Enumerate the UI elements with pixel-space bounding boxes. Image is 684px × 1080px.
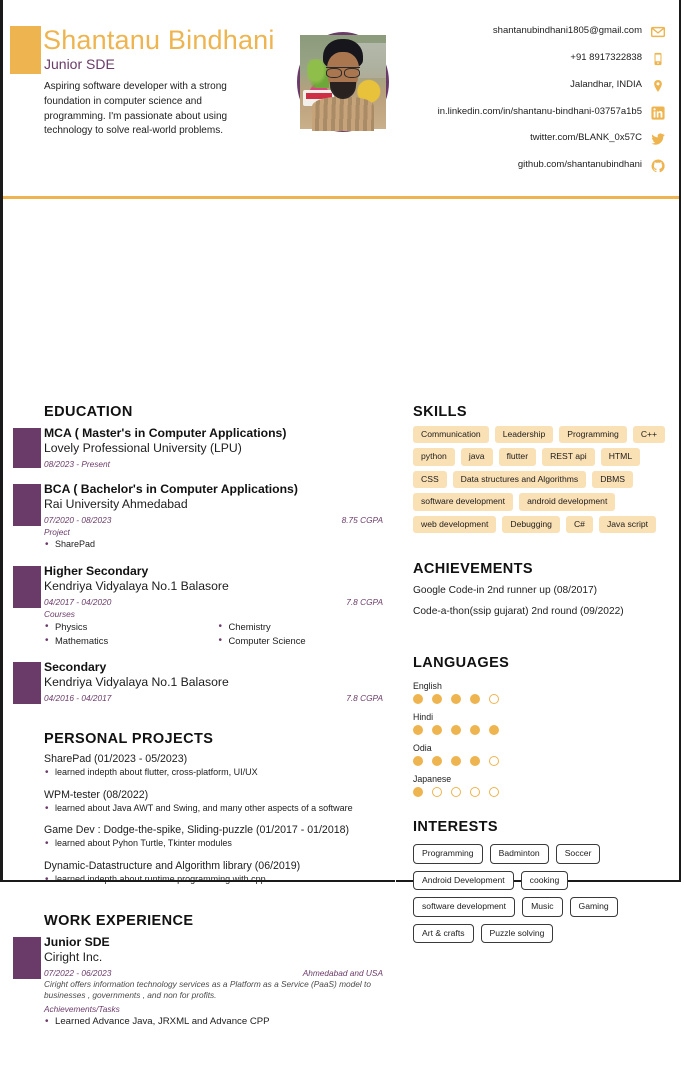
education-meta <box>44 693 383 703</box>
profile-summary: Aspiring software developer with a strong foundation in computer science and programming. I'm passionate about using technology to solve real-world problems. <box>44 81 228 137</box>
page-title: Shantanu Bindhani <box>43 25 275 55</box>
list-item: • learned about Pyhon Turtle, Tkinter modules <box>44 837 383 851</box>
interest-tag[interactable]: software development <box>413 897 515 916</box>
level-dot <box>489 694 499 704</box>
skill-tag[interactable]: web development <box>413 516 496 533</box>
education-sub-label: Courses <box>44 608 75 619</box>
contact-row-email[interactable] <box>365 24 665 39</box>
entry-accent-bar <box>13 484 41 526</box>
contact-twitter-text: twitter.com/BLANK_0x57C <box>530 132 642 144</box>
entry-accent-bar <box>13 566 41 608</box>
work-dates: 07/2022 - 06/2023 <box>44 968 112 979</box>
level-dot <box>451 756 461 766</box>
level-dot <box>451 694 461 704</box>
name-accent-block <box>10 26 41 74</box>
interest-tag[interactable]: Android Development <box>413 871 514 890</box>
education-grade: 8.75 CGPA <box>341 515 383 526</box>
contact-row-location[interactable] <box>365 78 665 93</box>
skill-tag[interactable]: DBMS <box>592 471 633 488</box>
contact-linkedin-text: in.linkedin.com/in/shantanu-bindhani-03757a1b5 <box>437 106 642 118</box>
section-title-projects: PERSONAL PROJECTS <box>44 731 214 748</box>
interest-tag[interactable]: Art & crafts <box>413 924 474 943</box>
education-school: Lovely Professional University (LPU) <box>44 441 242 456</box>
skill-tag[interactable]: Java script <box>599 516 656 533</box>
column-divider <box>395 398 396 1080</box>
contact-row-linkedin[interactable] <box>365 105 665 120</box>
contact-row-github[interactable] <box>365 158 665 173</box>
skill-tag[interactable]: C++ <box>633 426 665 443</box>
linkedin-icon <box>650 105 665 120</box>
work-description: Ciright offers information technology services as a Platform as a Service (PaaS) model to businesses , governments , and non for profits. <box>44 979 371 1001</box>
skill-tag[interactable]: Leadership <box>495 426 554 443</box>
list-item: • Physics <box>44 620 210 634</box>
project-bullets <box>44 802 383 816</box>
language-level-dots <box>413 787 672 797</box>
skill-tag[interactable]: Data structures and Algorithms <box>453 471 587 488</box>
skill-tag[interactable]: HTML <box>601 448 640 465</box>
language-name: Hindi <box>413 712 434 723</box>
section-title-languages: LANGUAGES <box>413 655 510 672</box>
level-dot <box>432 756 442 766</box>
interest-tag[interactable]: Programming <box>413 844 483 863</box>
level-dot <box>413 694 423 704</box>
education-grade: 7.8 CGPA <box>346 693 383 704</box>
education-degree: Higher Secondary <box>44 563 149 578</box>
entry-accent-bar <box>13 428 41 468</box>
education-degree: MCA ( Master's in Computer Applications) <box>44 426 287 440</box>
list-item: • Chemistry <box>218 620 384 634</box>
project-entry <box>44 824 383 851</box>
language-name: English <box>413 681 442 692</box>
list-item: • SharePad <box>44 538 383 552</box>
language-level-dots <box>413 756 672 766</box>
interest-tag[interactable]: cooking <box>521 871 569 890</box>
contact-phone-text: +91 8917322838 <box>570 52 642 64</box>
education-meta <box>44 597 383 607</box>
list-item: • Learned Advance Java, JRXML and Advance CPP <box>44 1015 383 1029</box>
list-item: • learned indepth about flutter, cross-platform, UI/UX <box>44 766 383 780</box>
interest-tag[interactable]: Puzzle solving <box>481 924 554 943</box>
skill-tag[interactable]: Programming <box>559 426 627 443</box>
skill-tag[interactable]: java <box>461 448 493 465</box>
phone-icon <box>650 51 665 66</box>
email-icon <box>650 24 665 39</box>
skill-tag[interactable]: Communication <box>413 426 489 443</box>
achievement-item: Code-a-thon(ssip gujarat) 2nd round (09/2022) <box>413 606 624 618</box>
level-dot <box>489 725 499 735</box>
work-entry <box>44 935 383 1029</box>
language-item <box>413 774 672 797</box>
section-title-education: EDUCATION <box>44 404 133 420</box>
list-item: • learned about Java AWT and Swing, and many other aspects of a software <box>44 802 383 816</box>
level-dot <box>432 725 442 735</box>
level-dot <box>470 787 480 797</box>
education-dates: 04/2017 - 04/2020 <box>44 596 112 607</box>
project-bullets <box>44 766 383 780</box>
project-name: SharePad (01/2023 - 05/2023) <box>44 753 188 766</box>
section-title-achievements: ACHIEVEMENTS <box>413 561 534 578</box>
work-meta <box>44 968 383 978</box>
language-level-dots <box>413 694 672 704</box>
skill-tag[interactable]: android development <box>519 493 615 510</box>
skill-tag[interactable]: flutter <box>499 448 537 465</box>
right-column <box>401 404 684 943</box>
education-grade: 7.8 CGPA <box>346 596 383 607</box>
education-school: Kendriya Vidyalaya No.1 Balasore <box>44 675 229 690</box>
project-bullets <box>44 837 383 851</box>
contact-github-text: github.com/shantanubindhani <box>517 159 642 171</box>
skill-tag[interactable]: python <box>413 448 455 465</box>
project-entry <box>44 789 383 816</box>
skill-tag[interactable]: C# <box>566 516 593 533</box>
section-title-interests: INTERESTS <box>413 819 498 836</box>
interest-tag[interactable]: Soccer <box>556 844 601 863</box>
section-title-skills: SKILLS <box>413 404 467 420</box>
list-item: • Mathematics <box>44 634 210 648</box>
job-role-subtitle: Junior SDE <box>44 56 115 72</box>
language-name: Odia <box>413 743 432 754</box>
skills-tag-list <box>413 426 672 533</box>
project-name: Game Dev : Dodge-the-spike, Sliding-puzzle (01/2017 - 01/2018) <box>44 824 350 837</box>
level-dot <box>470 756 480 766</box>
level-dot <box>470 725 480 735</box>
section-title-work: WORK EXPERIENCE <box>44 913 194 930</box>
language-name: Japanese <box>413 774 452 785</box>
education-school: Rai University Ahmedabad <box>44 497 188 512</box>
education-dates: 08/2023 - Present <box>44 459 110 470</box>
skill-tag[interactable]: CSS <box>413 471 447 488</box>
work-sub-label: Achievements/Tasks <box>44 1003 120 1014</box>
education-entry <box>44 482 383 552</box>
language-item <box>413 743 672 766</box>
project-name: WPM-tester (08/2022) <box>44 788 149 801</box>
education-item-list <box>44 620 383 648</box>
contact-row-phone[interactable] <box>365 51 665 66</box>
education-meta <box>44 515 383 525</box>
education-school: Kendriya Vidyalaya No.1 Balasore <box>44 578 229 593</box>
language-level-dots <box>413 725 672 735</box>
entry-accent-bar <box>13 662 41 704</box>
level-dot <box>470 694 480 704</box>
twitter-icon <box>650 131 665 146</box>
language-item <box>413 681 672 704</box>
github-icon <box>650 158 665 173</box>
project-name: Dynamic-Datastructure and Algorithm library (06/2019) <box>44 859 301 872</box>
work-company: Ciright Inc. <box>44 950 103 965</box>
project-entry <box>44 860 383 887</box>
location-icon <box>650 78 665 93</box>
contact-row-twitter[interactable] <box>365 131 665 146</box>
entry-accent-bar <box>13 937 41 979</box>
level-dot <box>489 756 499 766</box>
skill-tag[interactable]: software development <box>413 493 513 510</box>
project-bullets <box>44 873 383 887</box>
education-entry <box>44 564 383 648</box>
education-dates: 04/2016 - 04/2017 <box>44 693 112 704</box>
level-dot <box>489 787 499 797</box>
left-column <box>3 404 395 1040</box>
project-entry <box>44 753 383 780</box>
education-meta <box>44 459 383 469</box>
work-location: Ahmedabad and USA <box>302 968 383 979</box>
contact-list <box>365 24 665 185</box>
level-dot <box>451 725 461 735</box>
interest-tag[interactable]: Music <box>522 897 562 916</box>
work-item-list <box>44 1015 383 1029</box>
education-entry <box>44 426 383 469</box>
list-item: • learned indepth about runtime programming with cpp <box>44 873 383 887</box>
skill-tag[interactable]: Debugging <box>502 516 560 533</box>
resume-header <box>3 0 679 198</box>
language-item <box>413 712 672 735</box>
level-dot <box>432 787 442 797</box>
list-item: • Computer Science <box>218 634 384 648</box>
contact-location-text: Jalandhar, INDIA <box>570 79 642 91</box>
level-dot <box>413 787 423 797</box>
work-role: Junior SDE <box>44 935 110 950</box>
education-degree: Secondary <box>44 660 107 675</box>
education-sub-label: Project <box>44 527 70 538</box>
education-dates: 07/2020 - 08/2023 <box>44 515 112 526</box>
interest-tag[interactable]: Gaming <box>570 897 618 916</box>
level-dot <box>413 725 423 735</box>
interests-tag-list <box>413 844 672 943</box>
education-item-list <box>44 538 383 552</box>
contact-email-text: shantanubindhani1805@gmail.com <box>492 25 642 37</box>
skill-tag[interactable]: REST api <box>542 448 595 465</box>
achievement-item: Google Code-in 2nd runner up (08/2017) <box>413 585 598 597</box>
education-entry <box>44 660 383 703</box>
interest-tag[interactable]: Badminton <box>490 844 549 863</box>
level-dot <box>432 694 442 704</box>
level-dot <box>451 787 461 797</box>
education-degree: BCA ( Bachelor's in Computer Applications) <box>44 482 298 497</box>
level-dot <box>413 756 423 766</box>
header-divider <box>3 196 679 199</box>
